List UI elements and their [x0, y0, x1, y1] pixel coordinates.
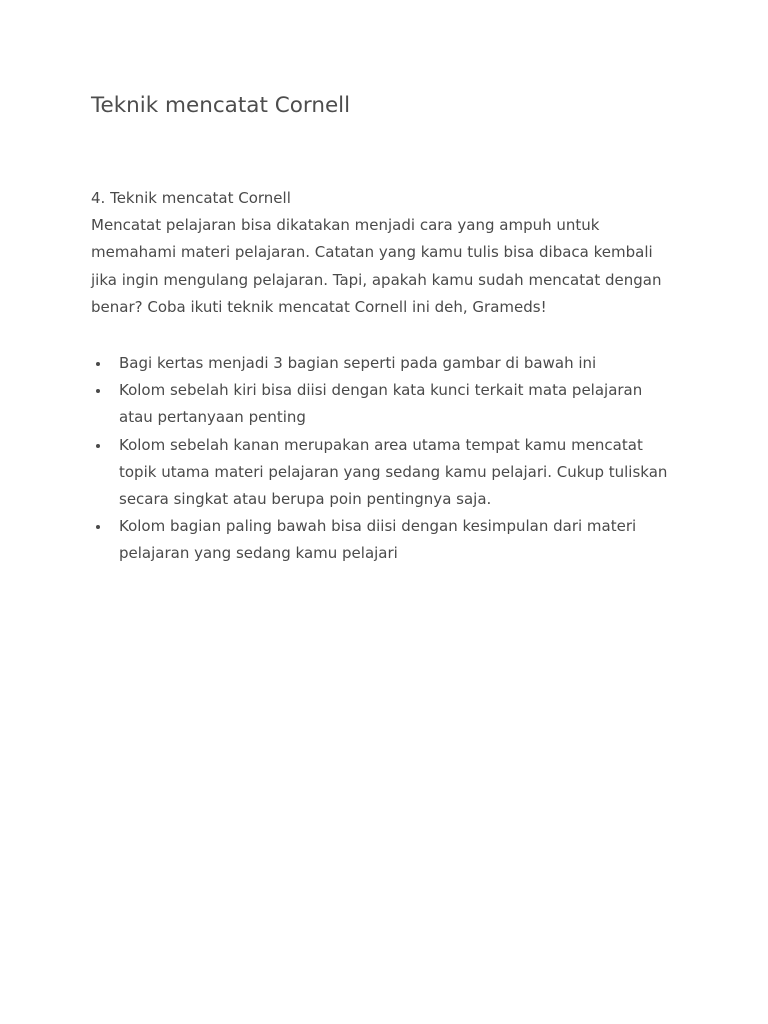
- list-item: [91, 513, 681, 567]
- bullet-icon: [96, 362, 100, 366]
- list-item-text: atau pertanyaan penting: [119, 408, 306, 427]
- section-heading: 4. Teknik mencatat Cornell: [91, 189, 291, 207]
- list-item-text: pelajaran yang sedang kamu pelajari: [119, 544, 398, 563]
- paragraph-line: benar? Coba ikuti teknik mencatat Cornell ini deh, Grameds!: [91, 297, 547, 316]
- list-item: [91, 432, 681, 514]
- list-item: [91, 377, 681, 431]
- document-body: [91, 185, 681, 568]
- list-item-text: Kolom sebelah kanan merupakan area utama tempat kamu mencatat: [119, 435, 643, 454]
- list-item-text: Kolom bagian paling bawah bisa diisi dengan kesimpulan dari materi: [119, 517, 637, 536]
- bullet-list: [91, 350, 681, 568]
- list-item-text: secara singkat atau berupa poin pentingnya saja.: [119, 490, 492, 509]
- list-item-text: topik utama materi pelajaran yang sedang kamu pelajari. Cukup tuliskan: [119, 462, 668, 481]
- list-item-text: Kolom sebelah kiri bisa diisi dengan kata kunci terkait mata pelajaran: [119, 381, 643, 400]
- bullet-icon: [96, 389, 100, 393]
- paragraph-line: memahami materi pelajaran. Catatan yang kamu tulis bisa dibaca kembali: [91, 243, 653, 262]
- bullet-icon: [96, 444, 100, 448]
- list-item: [91, 350, 681, 377]
- paragraph-line: jika ingin mengulang pelajaran. Tapi, apakah kamu sudah mencatat dengan: [91, 270, 662, 289]
- bullet-icon: [96, 525, 100, 529]
- paragraph-line: Mencatat pelajaran bisa dikatakan menjadi cara yang ampuh untuk: [91, 216, 600, 235]
- list-item-text: Bagi kertas menjadi 3 bagian seperti pada gambar di bawah ini: [119, 354, 597, 373]
- page-title: Teknik mencatat Cornell: [91, 93, 351, 118]
- intro-paragraph: [91, 212, 681, 321]
